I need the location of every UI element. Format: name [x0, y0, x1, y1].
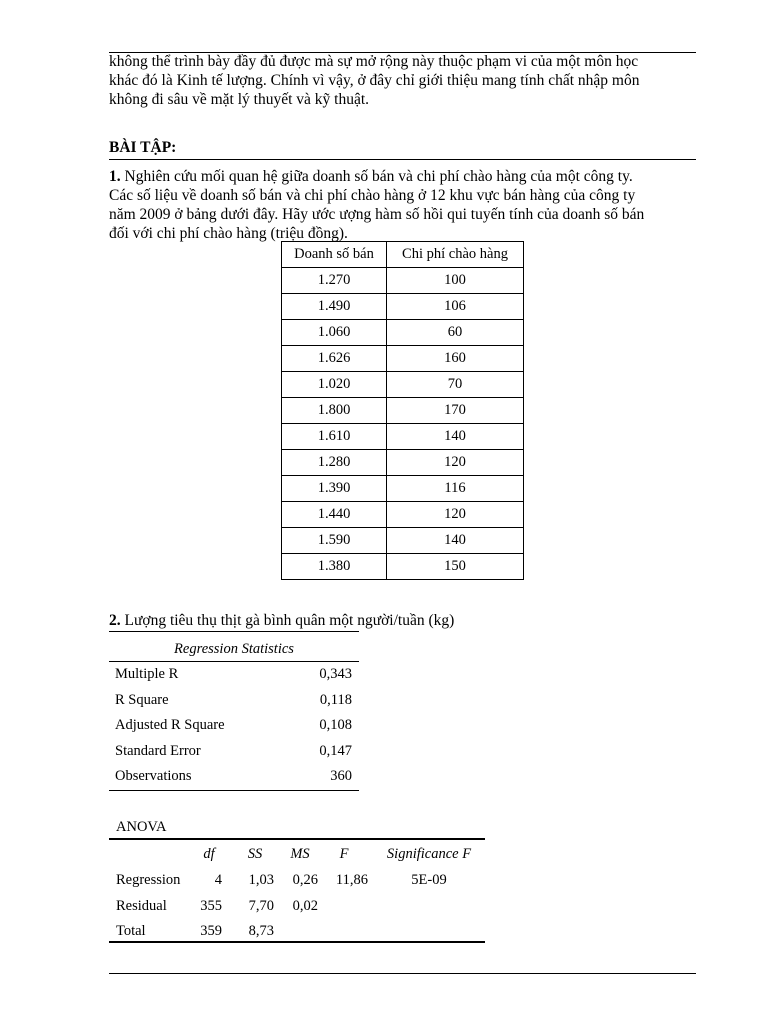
anova-cell: 0,02: [292, 898, 318, 914]
exercise-1-number: 1.: [109, 168, 121, 185]
table-row: [282, 398, 524, 424]
sales-cost-table-body: [282, 268, 524, 580]
sales-cell: 1.020: [282, 372, 387, 398]
anova-cell: 355: [200, 898, 222, 914]
exercise-1-text: [109, 167, 696, 243]
intro-line: không đi sâu về mặt lý thuyết và kỹ thuật.: [109, 91, 370, 108]
regression-statistics-row: [109, 739, 359, 765]
cost-cell: 150: [387, 554, 524, 580]
anova-cell: 0,26: [292, 872, 318, 888]
table-header-row: [282, 242, 524, 268]
sales-cell: 1.626: [282, 346, 387, 372]
exercise-2-number: 2.: [109, 612, 121, 629]
anova-top-rule: [109, 838, 485, 840]
sales-cell: 1.060: [282, 320, 387, 346]
cost-cell: 140: [387, 528, 524, 554]
table-row: [282, 294, 524, 320]
exercise-1-line: Nghiên cứu mối quan hệ giữa doanh số bán và chi phí chào hàng của một công ty.: [124, 168, 633, 185]
sales-cost-table: [281, 241, 524, 580]
regression-statistics-table: [109, 637, 359, 791]
anova-cell: 7,70: [248, 898, 274, 914]
column-header: Chi phí chào hàng: [387, 242, 524, 268]
regression-statistics-bottom-rule: [109, 790, 359, 791]
table-row: [282, 346, 524, 372]
intro-paragraph: [109, 52, 696, 109]
anova-row-label: Regression: [116, 872, 181, 888]
statistic-label: R Square: [115, 691, 169, 708]
sales-cell: 1.590: [282, 528, 387, 554]
anova-column-header: MS: [290, 846, 310, 862]
intro-line: không thể trình bày đầy đủ được mà sự mở rộng này thuộc phạm vi của một môn học: [109, 53, 639, 70]
table-row: [282, 528, 524, 554]
cost-cell: 60: [387, 320, 524, 346]
regression-statistics-title: Regression Statistics: [109, 637, 359, 662]
statistic-label: Multiple R: [115, 666, 179, 682]
heading-rule: [109, 159, 696, 160]
intro-line: khác đó là Kinh tế lượng. Chính vì vậy, ở đây chỉ giới thiệu mang tính chất nhập môn: [109, 72, 640, 89]
cost-cell: 120: [387, 502, 524, 528]
cost-cell: 100: [387, 268, 524, 294]
regression-statistics-row: [109, 688, 359, 714]
table-row: [282, 424, 524, 450]
cost-cell: 106: [387, 294, 524, 320]
exercise-1-line: năm 2009 ở bảng dưới đây. Hãy ước ượng hàm số hồi qui tuyến tính của doanh số bán: [109, 206, 645, 223]
table-row: [282, 372, 524, 398]
anova-cell: 8,73: [248, 923, 274, 939]
sales-cell: 1.280: [282, 450, 387, 476]
bottom-page-rule: [109, 973, 696, 974]
cost-cell: 170: [387, 398, 524, 424]
statistic-label: Adjusted R Square: [115, 717, 225, 733]
exercise-1-line: đối với chi phí chào hàng (triệu đồng).: [109, 225, 348, 242]
anova-cell: 1,03: [248, 872, 274, 888]
statistic-label: Standard Error: [115, 742, 201, 759]
cost-cell: 120: [387, 450, 524, 476]
statistic-value: 0,147: [319, 742, 352, 759]
sales-cell: 1.390: [282, 476, 387, 502]
anova-column-header: df: [203, 846, 215, 862]
statistic-value: 0,343: [319, 666, 352, 682]
cost-cell: 116: [387, 476, 524, 502]
statistic-value: 360: [330, 768, 352, 784]
sales-cell: 1.270: [282, 268, 387, 294]
sales-cell: 1.380: [282, 554, 387, 580]
sales-cell: 1.610: [282, 424, 387, 450]
statistic-label: Observations: [115, 768, 192, 784]
table-row: [282, 268, 524, 294]
cost-cell: 140: [387, 424, 524, 450]
exercise-2-title-text: Lượng tiêu thụ thịt gà bình quân một người/tuần (kg): [124, 612, 455, 629]
anova-column-header: F: [339, 846, 349, 862]
regression-statistics-row: [109, 764, 359, 790]
regression-statistics-row: [109, 662, 359, 688]
column-header: Doanh số bán: [282, 242, 387, 268]
statistic-value: 0,118: [319, 691, 352, 708]
table-row: [282, 502, 524, 528]
cost-cell: 70: [387, 372, 524, 398]
anova-bottom-rule: [109, 941, 485, 943]
regression-statistics-row: [109, 713, 359, 739]
anova-row-label: Total: [116, 923, 146, 939]
regression-statistics-rows: [109, 662, 359, 790]
anova-column-header: SS: [247, 846, 263, 862]
anova-cell: 5E-09: [411, 872, 447, 888]
exercise-2-title: [109, 612, 454, 630]
sales-cell: 1.490: [282, 294, 387, 320]
anova-cell: 4: [214, 872, 222, 888]
anova-cell: 359: [200, 923, 222, 939]
table-row: [282, 554, 524, 580]
exercise-2-rule: [109, 631, 359, 632]
table-row: [282, 320, 524, 346]
sales-cell: 1.440: [282, 502, 387, 528]
cost-cell: 160: [387, 346, 524, 372]
sales-cell: 1.800: [282, 398, 387, 424]
anova-label: ANOVA: [116, 819, 167, 835]
exercise-1-line: Các số liệu về doanh số bán và chi phí chào hàng ở 12 khu vực bán hàng của công ty: [109, 187, 636, 204]
exercises-heading: BÀI TẬP:: [109, 139, 177, 156]
anova-row-label: Residual: [116, 898, 167, 914]
table-row: [282, 476, 524, 502]
table-row: [282, 450, 524, 476]
statistic-value: 0,108: [319, 717, 352, 733]
anova-column-header: Significance F: [386, 846, 472, 862]
anova-cell: 11,86: [335, 872, 368, 888]
